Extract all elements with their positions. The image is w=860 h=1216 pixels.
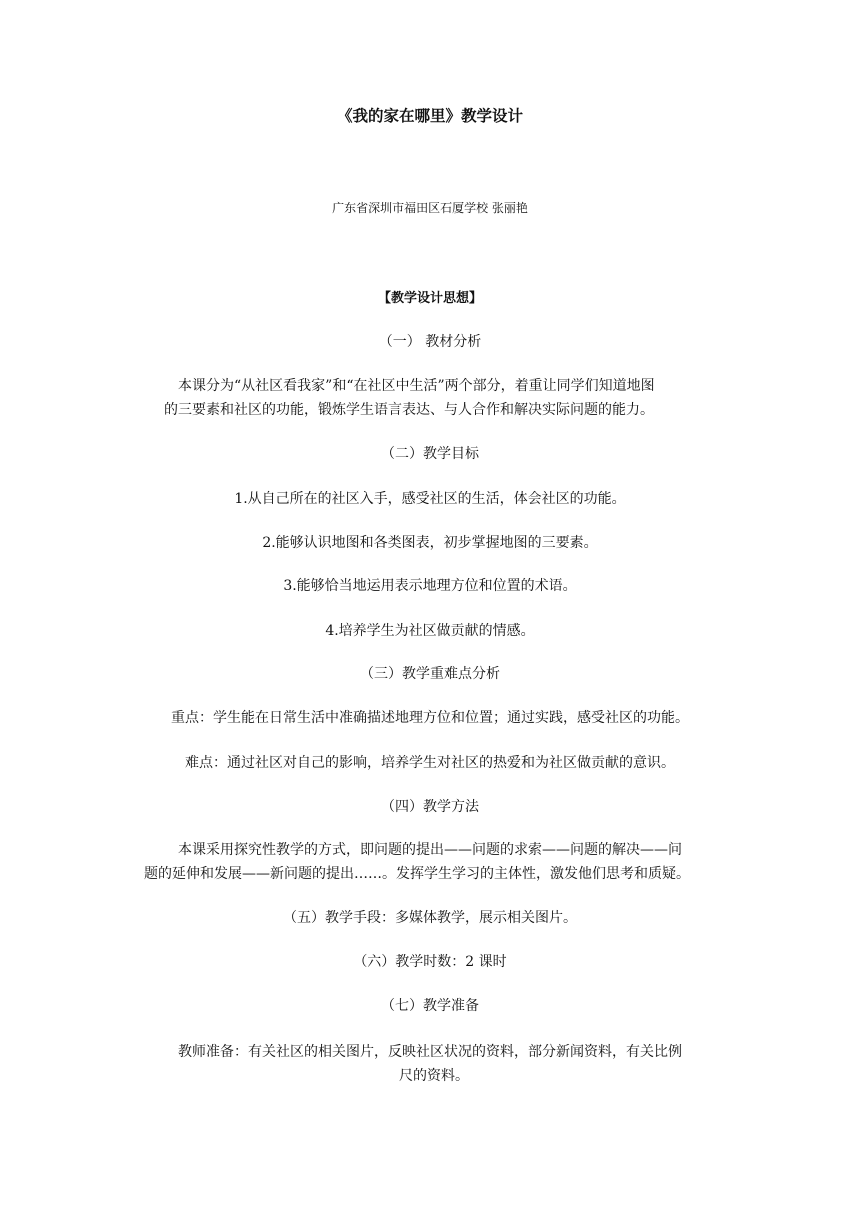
part6-line: （六）教学时数：2 课时 [353, 954, 507, 970]
part1-paragraph [164, 374, 704, 422]
author-line: 广东省深圳市福田区石厦学校 张丽艳 [332, 201, 528, 215]
part7-line-2: 尺的资料。 [399, 1068, 469, 1084]
part1-heading: （一） 教材分析 [378, 334, 482, 350]
difficult-point: 难点：通过社区对自己的影响，培养学生对社区的热爱和为社区做贡献的意识。 [185, 755, 675, 771]
part4-heading: （四）教学方法 [381, 799, 479, 815]
part4-line-2: 题的延伸和发展——新问题的提出……。发挥学生学习的主体性，激发他们思考和质疑。 [144, 866, 690, 882]
part4-line-1: 本课采用探究性教学的方式，即问题的提出——问题的求索——问题的解决——问 [178, 842, 682, 858]
part1-line-2: 的三要素和社区的功能，锻炼学生语言表达、与人合作和解决实际问题的能力。 [164, 402, 654, 418]
part7-line-1: 教师准备：有关社区的相关图片，反映社区状况的资料，部分新闻资料，有关比例 [178, 1044, 682, 1060]
part4-paragraph [144, 838, 724, 886]
part1-line-1: 本课分为“从社区看我家”和“在社区中生活”两个部分，着重让同学们知道地图 [178, 378, 655, 394]
goal-item-1: 1.从自己所在的社区入手，感受社区的生活，体会社区的功能。 [234, 491, 626, 507]
goal-item-4: 4.培养学生为社区做贡献的情感。 [325, 623, 535, 639]
goal-item-2: 2.能够认识地图和各类图表，初步掌握地图的三要素。 [262, 535, 598, 551]
document-title: 《我的家在哪里》教学设计 [336, 107, 523, 125]
part2-heading: （二）教学目标 [381, 446, 479, 462]
part5-line: （五）教学手段：多媒体教学，展示相关图片。 [283, 910, 577, 926]
part7-paragraph [144, 1040, 724, 1088]
part7-heading: （七）教学准备 [381, 998, 479, 1014]
key-point: 重点：学生能在日常生活中准确描述地理方位和位置；通过实践，感受社区的功能。 [171, 710, 689, 726]
section-heading: 【教学设计思想】 [377, 291, 482, 306]
goal-item-3: 3.能够恰当地运用表示地理方位和位置的术语。 [283, 578, 577, 594]
part3-heading: （三）教学重难点分析 [360, 666, 500, 682]
